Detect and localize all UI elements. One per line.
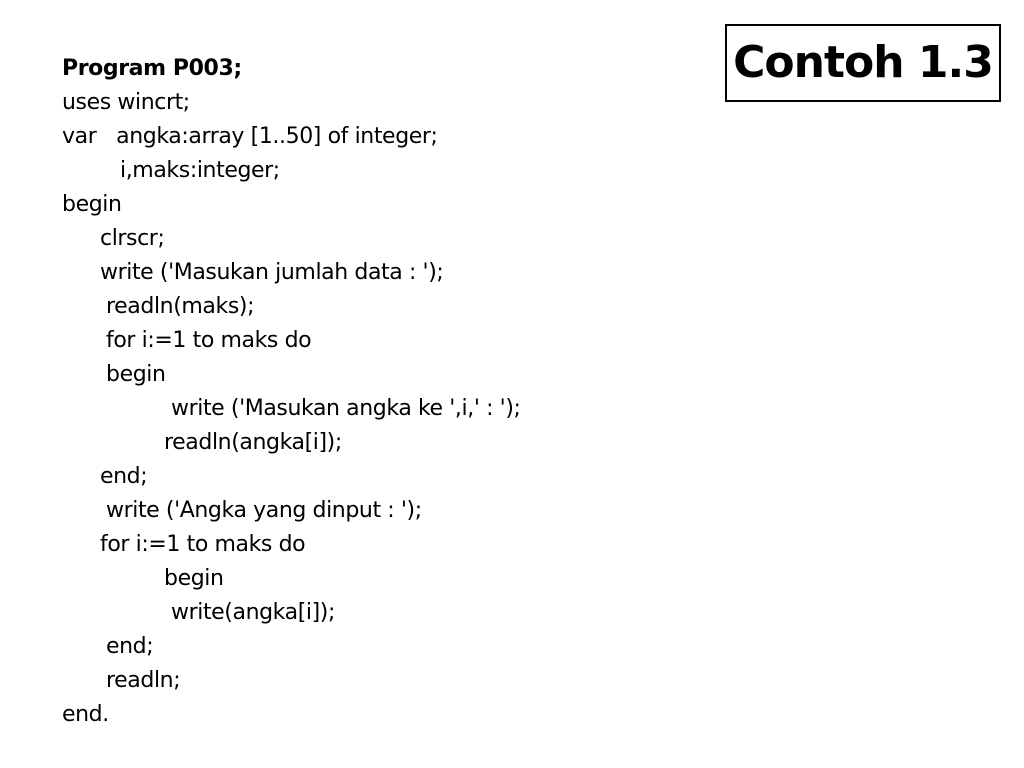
code-line: write ('Masukan jumlah data : '); (100, 260, 444, 285)
code-line: readln(angka[i]); (164, 430, 342, 455)
slide-title-box (725, 24, 1001, 102)
code-line: clrscr; (100, 226, 165, 251)
code-line: end. (62, 702, 109, 727)
code-line: begin (106, 362, 166, 387)
code-line: begin (62, 192, 122, 217)
code-line: write ('Masukan angka ke ',i,' : '); (171, 396, 521, 421)
code-line: for i:=1 to maks do (100, 532, 306, 557)
code-line: i,maks:integer; (120, 158, 280, 183)
code-line: write(angka[i]); (171, 600, 335, 625)
code-line: for i:=1 to maks do (106, 328, 312, 353)
code-line: write ('Angka yang dinput : '); (106, 498, 422, 523)
code-line: end; (100, 464, 148, 489)
code-line: readln(maks); (106, 294, 255, 319)
code-line: uses wincrt; (62, 90, 190, 115)
code-line: readln; (106, 668, 181, 693)
code-line: end; (106, 634, 154, 659)
code-line: var angka:array [1..50] of integer; (62, 124, 438, 149)
code-listing (62, 52, 521, 732)
code-line: begin (164, 566, 224, 591)
code-line: Program P003; (62, 56, 242, 81)
slide-title: Contoh 1.3 (733, 37, 993, 88)
